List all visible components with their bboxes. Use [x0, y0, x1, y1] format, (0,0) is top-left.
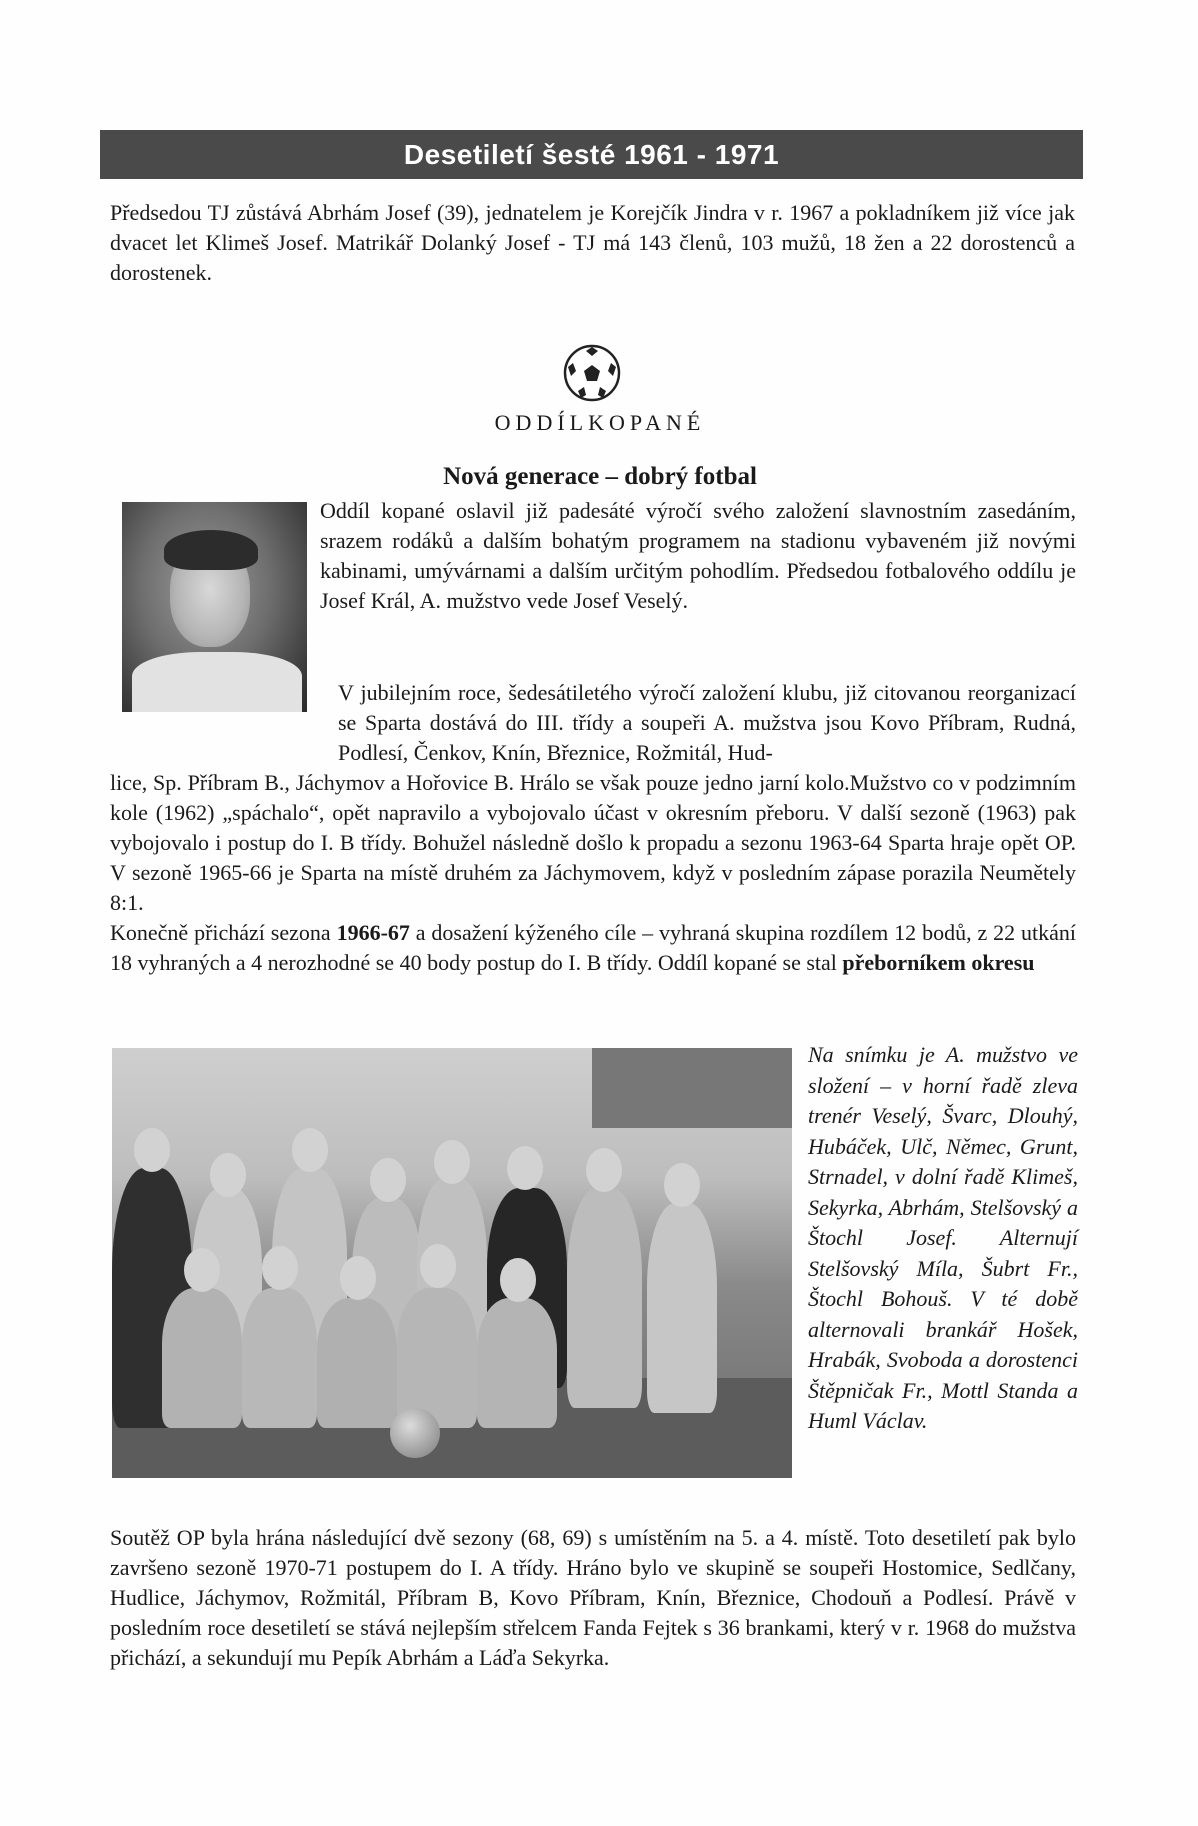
para3-text-a: Konečně přichází sezona: [110, 920, 337, 945]
article-paragraph-3: [110, 918, 1076, 978]
team-photo: [112, 1048, 792, 1478]
article-paragraph-1: Oddíl kopané oslavil již padesáté výročí svého založení slavnostním zasedáním, srazem rodáků a dalším bohatým programem na stadionu vybaveném již novými kabinami, umývárnami a dalším určitým pohodlím. Předsedou fotbalového oddílu je Josef Král, A. mužstvo vede Josef Veselý.: [320, 498, 1076, 613]
para3-text-b: a dosažení kýženého cíle – vyhraná skupina rozdílem 12 bodů, z 22 utkání 18 vyhraných a 4 nerozhodné se 40 body postup do I. B třídy. Oddíl kopané se stal: [110, 920, 1076, 975]
intro-paragraph: Předsedou TJ zůstává Abrhám Josef (39), jednatelem je Korejčík Jindra v r. 1967 a pokladníkem již více jak dvacet let Klimeš Josef. Matrikář Dolanký Josef - TJ má 143 členů, 103 mužů, 18 žen a 22 dorostenců a dorostenek.: [110, 200, 1075, 285]
section-title: ODDÍLKOPANÉ: [494, 410, 706, 435]
chapter-header: [100, 130, 1083, 179]
chapter-title: Desetiletí šesté 1961 - 1971: [403, 138, 780, 170]
article-paragraph-4: Soutěž OP byla hrána následující dvě sezony (68, 69) s umístěním na 5. a 4. místě. Toto desetiletí pak bylo završeno sezoně 1970-71 postupem do I. A třídy. Hráno bylo ve skupině se soupeři Hostomice, Sedlčany, Hudlice, Jáchymov, Rožmitál, Příbram B, Kovo Příbram, Knín, Březnice, Chodouň a Podlesí. Právě v posledním roce desetiletí se stává nejlepším střelcem Fanda Fejtek s 36 brankami, který v r. 1968 do mužstva přichází, a sekundují mu Pepík Abrhám a Láďa Sekyrka.: [110, 1525, 1076, 1670]
champion-highlight: přeborníkem okresu: [842, 950, 1035, 975]
article-paragraph-2-rest: lice, Sp. Příbram B., Jáchymov a Hořovice B. Hrálo se však pouze jedno jarní kolo.Mužstvo co v podzimním kole (1962) „spáchalo“, opět napravilo a vybojovalo účast v okresním přeboru. V další sezoně (1963) pak vybojovalo i postup do I. B třídy. Bohužel následně došlo k propadu a sezonu 1963-64 Sparta hraje opět OP. V sezoně 1965-66 je Sparta na místě druhém za Jáchymovem, když v posledním zápase porazila Neumětely 8:1.: [110, 770, 1076, 915]
article-title: Nová generace – dobrý fotbal: [443, 463, 757, 490]
portrait-photo: [122, 502, 307, 712]
season-highlight: 1966-67: [336, 920, 410, 945]
photo-caption: Na snímku je A. mužstvo ve složení – v horní řadě zleva trenér Veselý, Švarc, Dlouhý, Hubáček, Ulč, Němec, Grunt, Strnadel, v dolní řadě Klimeš, Sekyrka, Abrhám, Stelšovský a Štochl Josef. Alternují Stelšovský Míla, Šubrt Fr., Štochl Bohouš. V té době alternovali brankář Hošek, Hrabák, Svoboda a dorostenci Štěpničak Fr., Mottl Standa a Huml Václav.: [808, 1042, 1078, 1433]
article-paragraph-2-start: V jubilejním roce, šedesátiletého výročí založení klubu, již citovanou reorganizací se Sparta dostává do III. třídy a soupeři A. mužstva jsou Kovo Příbram, Rudná, Podlesí, Čenkov, Knín, Březnice, Rožmitál, Hud-: [338, 680, 1076, 765]
soccer-ball-icon: [562, 343, 622, 403]
